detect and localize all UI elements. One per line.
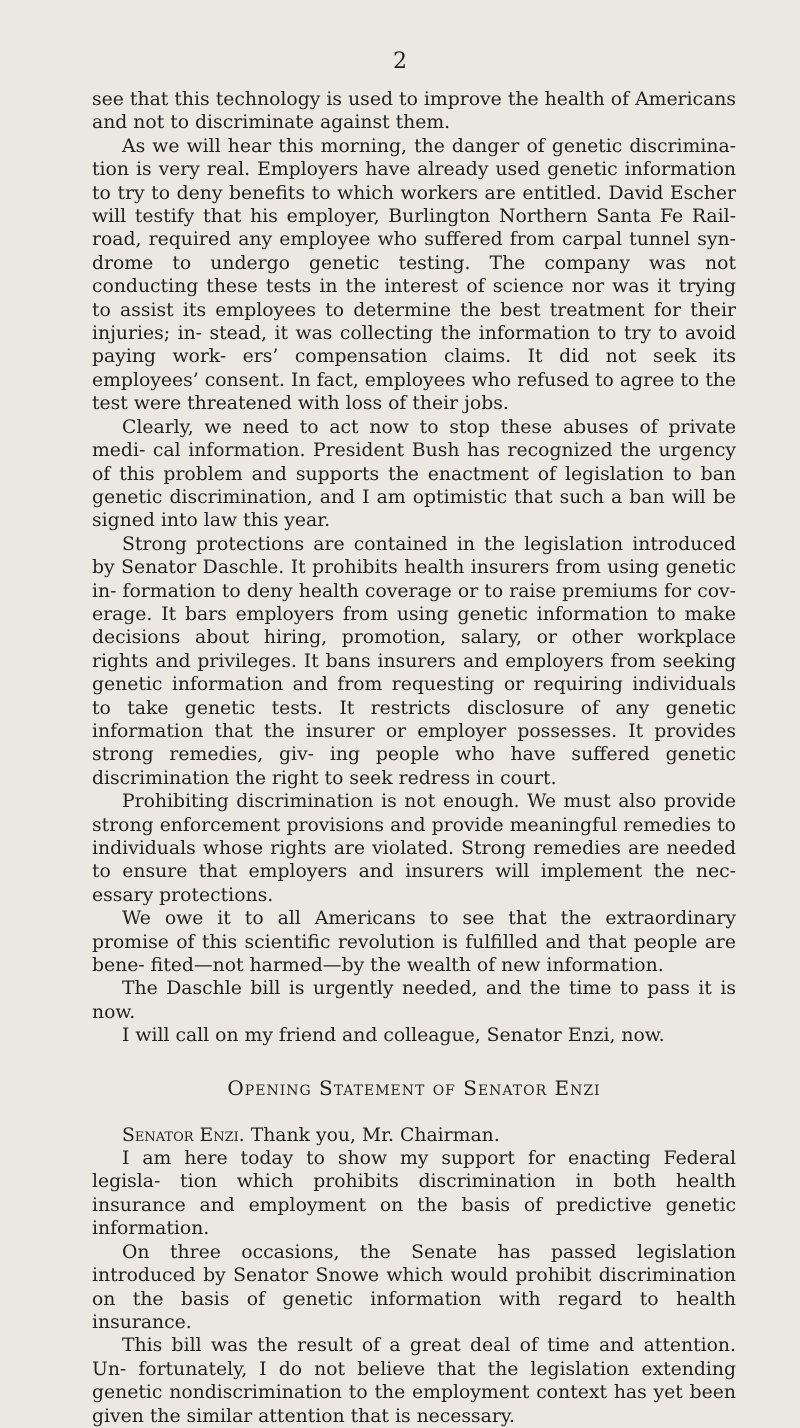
paragraph-enzi-opening: [92, 1124, 736, 1147]
speaker-text: Thank you, Mr. Chairman.: [244, 1124, 500, 1146]
paragraph-support: I am here today to show my support for enacting Federal legisla- tion which prohibits discrimination in both health insurance and employment on the basis of predictive genetic information.: [92, 1148, 736, 1240]
paragraph-act-now: Clearly, we need to act now to stop these abuses of private medi- cal information. President Bush has recognized the urgency of this problem and supports the enactment of legislation to ban genetic discrimination, and I am optimistic that such a ban will be signed into law this year.: [92, 416, 736, 532]
paragraph-call-enzi: I will call on my friend and colleague, Senator Enzi, now.: [122, 1025, 665, 1047]
paragraph-urgency: The Daschle bill is urgently needed, and the time to pass it is now.: [92, 978, 736, 1023]
paragraph-genetic-discrimination-danger: As we will hear this morning, the danger of genetic discrimina- tion is very real. Employers have already used genetic information to try to deny benefits to which workers are entitled. David Escher will testify that his employer, Burlington Northern Santa Fe Rail- road, required any employee who suffered from carpal tunnel syn- drome to undergo genetic testing. The company was not conducting these tests in the interest of science nor was it trying to assist its employees to determine the best treatment for their injuries; in- stead, it was collecting the information to try to avoid paying work- ers’ compensation claims. It did not seek its employees’ consent. In fact, employees who refused to agree to the test were threatened with loss of their jobs.: [92, 135, 736, 415]
speaker-name: Senator Enzi.: [122, 1124, 245, 1146]
paragraph-enforcement: Prohibiting discrimination is not enough. We must also provide strong enforcement provisions and provide meaningful remedies to individuals whose rights are violated. Strong remedies are needed to ensure that employers and insurers will implement the nec- essary protections.: [92, 791, 736, 906]
document-body: [92, 88, 736, 1428]
paragraph-promise: We owe it to all Americans to see that the extraordinary promise of this scientific revolution is fulfilled and that people are bene- fited—not harmed—by the wealth of new information.: [92, 908, 736, 977]
page-number: 2: [393, 49, 407, 74]
paragraph-daschle-protections: Strong protections are contained in the legislation introduced by Senator Daschle. It prohibits health insurers from using genetic in- formation to deny health coverage or to raise premiums for cov- erage. It bars employers from using genetic information to make decisions about hiring, promotion, salary, or other workplace rights and privileges. It bans insurers and employers from seeking genetic information and from requesting or requiring individuals to take genetic tests. It restricts disclosure of any genetic information that the insurer or employer possesses. It provides strong remedies, giv- ing people who have suffered genetic discrimination the right to seek redress in court.: [92, 533, 736, 789]
paragraph-snowe: On three occasions, the Senate has passed legislation introduced by Senator Snowe which would prohibit discrimination on the basis of genetic information with regard to health insurance.: [92, 1241, 736, 1333]
section-heading: Opening Statement of Senator Enzi: [227, 1075, 601, 1100]
paragraph-attention: This bill was the result of a great deal of time and attention. Un- fortunately, I do not believe that the legislation extending genetic nondiscrimination to the employment context has yet been given the similar attention that is necessary.: [92, 1335, 736, 1427]
paragraph-continuation: see that this technology is used to improve the health of Americans and not to discriminate against them.: [92, 89, 736, 134]
